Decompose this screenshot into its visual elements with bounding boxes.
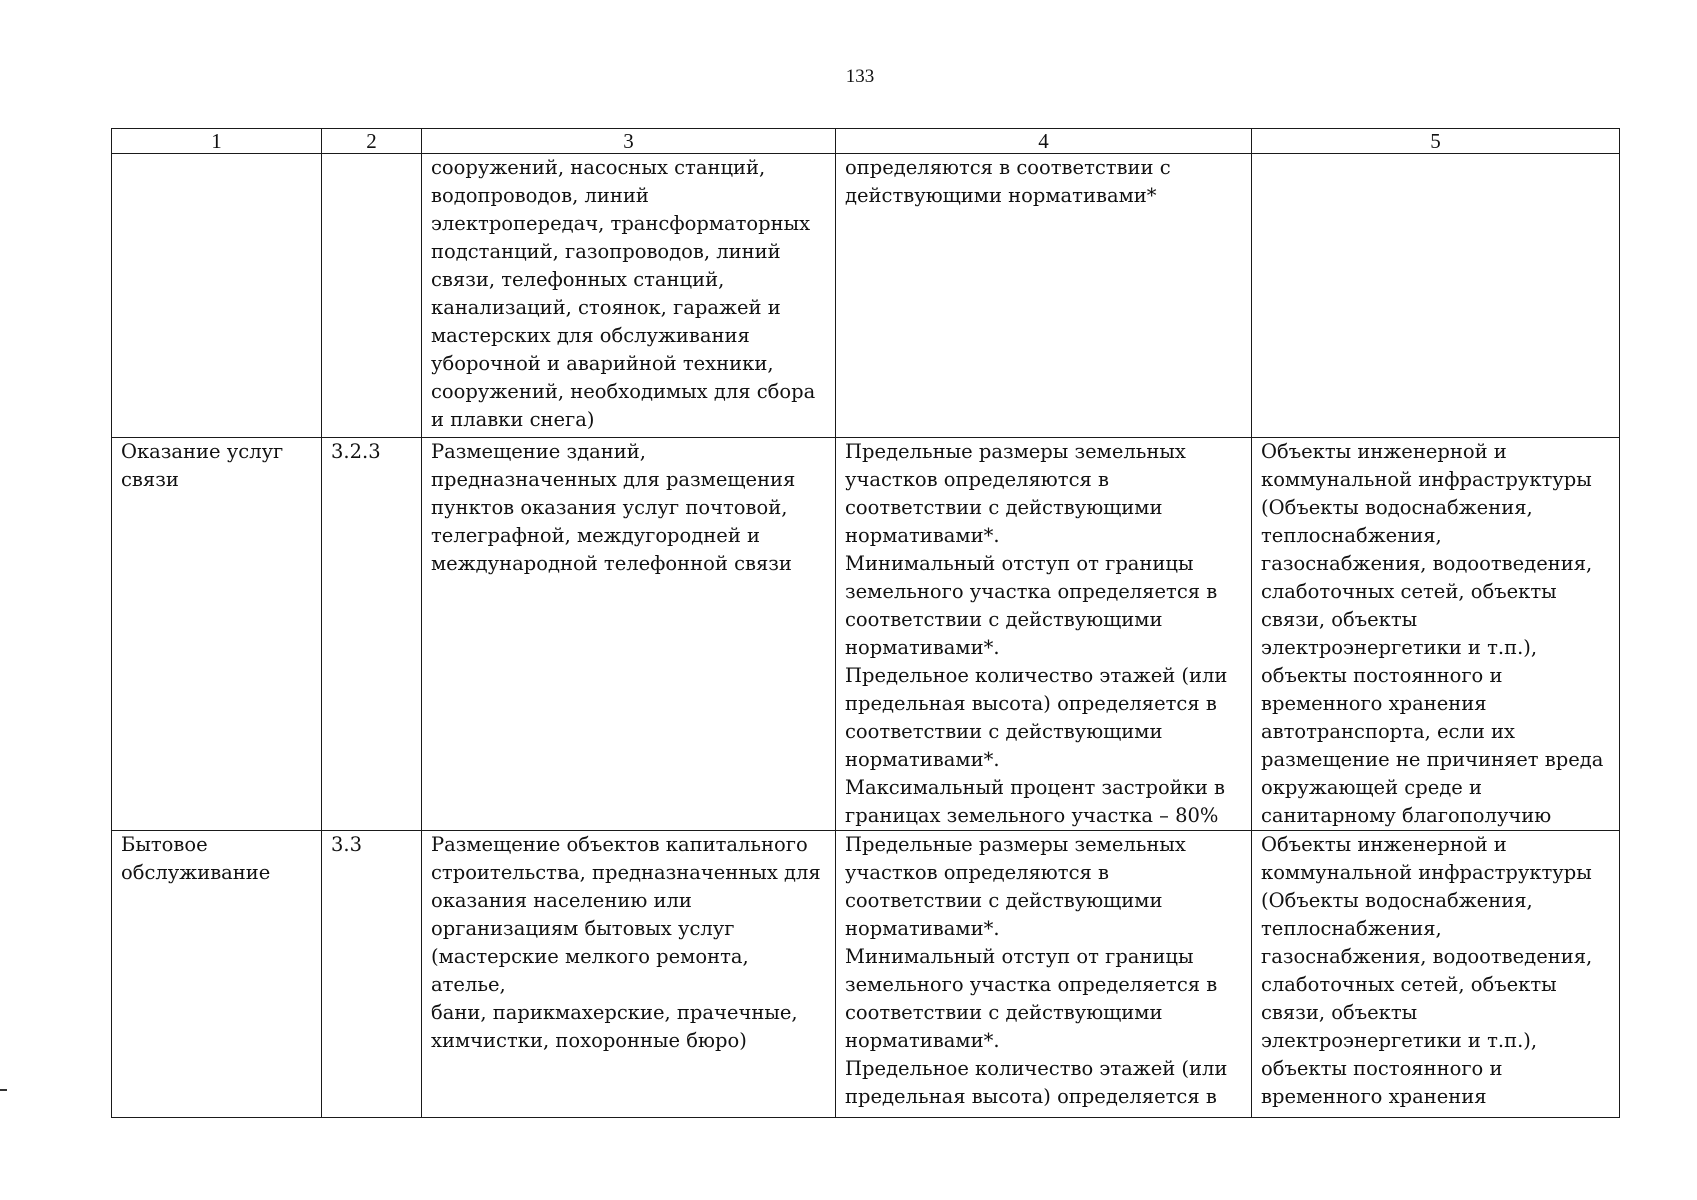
auxiliary-uses-cell <box>1252 831 1620 1118</box>
auxiliary-uses-cell <box>1252 438 1620 831</box>
use-type-name-cell <box>112 438 322 831</box>
use-type-name: Бытовое обслуживание <box>121 833 271 884</box>
table-body <box>112 154 1620 1118</box>
column-header-4: 4 <box>836 129 1252 154</box>
land-use-table <box>111 128 1620 1118</box>
auxiliary-uses-cell <box>1252 154 1620 438</box>
use-type-description-cell <box>422 438 836 831</box>
table-row-household-services <box>112 831 1620 1118</box>
limit-parameters: Предельные размеры земельных участков определяются в соответствии с действующими нормативами*. Минимальный отступ от границы земельного участка определяется в соответствии с действующими нормативами*. Предельное количество этажей (или предельная высота) определяется в <box>845 833 1228 1108</box>
use-type-description: Размещение зданий, предназначенных для размещения пунктов оказания услуг почтовой, телеграфной, междугородней и международной телефонной связи <box>431 440 796 575</box>
use-type-description-cell <box>422 154 836 438</box>
use-type-description: сооружений, насосных станций, водопроводов, линий электропередач, трансформаторных подстанций, газопроводов, линий связи, телефонных станций, канализаций, стоянок, гаражей и мастерских для обслуживания уборочной и аварийной техники, сооружений, необходимых для сбора и плавки снега) <box>431 156 816 431</box>
use-type-name-cell <box>112 831 322 1118</box>
margin-mark <box>0 1089 7 1091</box>
auxiliary-uses: Объекты инженерной и коммунальной инфраструктуры (Объекты водоснабжения, теплоснабжения, газоснабжения, водоотведения, слаботочных сетей, объекты связи, объекты электроэнергетики и т.п.), объекты постоянного и временного хранения автотранспорта, если их размещение не причиняет вреда окружающей среде и санитарному благополучию <box>1261 440 1604 827</box>
limit-parameters: Предельные размеры земельных участков определяются в соответствии с действующими нормативами*. Минимальный отступ от границы земельного участка определяется в соответствии с действующими нормативами*. Предельное количество этажей (или предельная высота) определяется в соответствии с действующими нормативами*. Максимальный процент застройки в границах земельного участка – 80% <box>845 440 1228 827</box>
limit-parameters-cell <box>836 154 1252 438</box>
limit-parameters-cell <box>836 831 1252 1118</box>
page-number: 133 <box>845 66 875 87</box>
limit-parameters-cell <box>836 438 1252 831</box>
use-type-code-cell <box>322 154 422 438</box>
use-type-description-cell <box>422 831 836 1118</box>
auxiliary-uses: Объекты инженерной и коммунальной инфраструктуры (Объекты водоснабжения, теплоснабжения, газоснабжения, водоотведения, слаботочных сетей, объекты связи, объекты электроэнергетики и т.п.), объекты постоянного и временного хранения <box>1261 833 1593 1108</box>
use-type-code: 3.2.3 <box>331 440 381 463</box>
use-type-name-cell <box>112 154 322 438</box>
use-type-code-cell <box>322 831 422 1118</box>
header-row <box>112 129 1620 154</box>
column-header-2: 2 <box>322 129 422 154</box>
column-header-1: 1 <box>112 129 322 154</box>
use-type-description: Размещение объектов капитального строительства, предназначенных для оказания населению или организациям бытовых услуг (мастерские мелкого ремонта, ателье, бани, парикмахерские, прачечные, химчистки, похоронные бюро) <box>431 833 821 1052</box>
table-row-communication-services <box>112 438 1620 831</box>
table-row-continuation <box>112 154 1620 438</box>
limit-parameters: определяются в соответствии с действующими нормативами* <box>845 156 1171 207</box>
column-header-3: 3 <box>422 129 836 154</box>
use-type-name: Оказание услуг связи <box>121 440 284 491</box>
table-header <box>112 129 1620 154</box>
use-type-code-cell <box>322 438 422 831</box>
column-header-5: 5 <box>1252 129 1620 154</box>
use-type-code: 3.3 <box>331 833 363 856</box>
